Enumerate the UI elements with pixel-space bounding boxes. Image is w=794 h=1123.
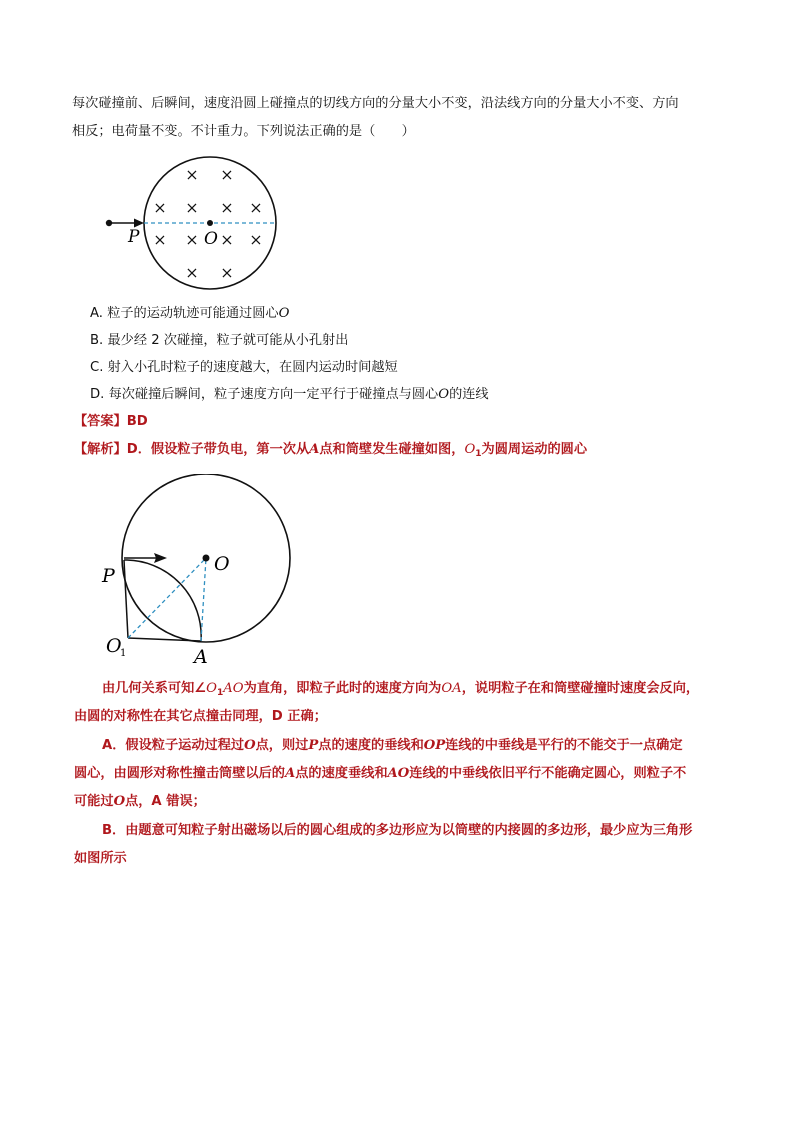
cross-mark: ×	[153, 230, 167, 249]
analysis-text: 点的速度的垂线和	[318, 738, 424, 753]
center-dot	[203, 555, 210, 562]
option-letter: A.	[90, 306, 103, 321]
cross-mark: ×	[185, 165, 199, 184]
option-text: 最少经 2 次碰撞，粒子就可能从小孔射出	[107, 333, 349, 348]
ao-symbol: AO	[223, 681, 244, 696]
option-tail: O	[278, 306, 290, 321]
p-symbol: P	[308, 738, 319, 753]
cross-mark: ×	[153, 198, 167, 217]
analysis-label: 【解析】	[74, 442, 127, 457]
o1-symbol: O	[206, 681, 217, 696]
analysis-text: 可能过	[74, 794, 114, 809]
analysis-text: 点和筒壁发生碰撞如图，	[319, 442, 465, 457]
figure-collision-geometry	[98, 474, 308, 674]
option-letter: D.	[90, 387, 105, 402]
option-b	[90, 333, 348, 349]
analysis-d-line2: 由圆的对称性在其它点撞击同理，D 正确；	[74, 709, 327, 724]
analysis-text: 点的速度垂线和	[295, 766, 388, 781]
cross-mark: ×	[220, 165, 234, 184]
cross-mark: ×	[249, 230, 263, 249]
option-text: 射入小孔时粒子的速度越大，在圆内运动时间越短	[107, 360, 398, 375]
analysis-a-line2	[74, 766, 686, 782]
analysis-text: 为圆周运动的圆心	[481, 442, 588, 457]
analysis-b-line1: B．由题意可知粒子射出磁场以后的圆心组成的多边形应为以筒壁的内接圆的多边形，最少应为三角形	[102, 823, 693, 838]
cross-mark: ×	[185, 198, 199, 217]
center-dot	[207, 220, 213, 226]
figure-magnetic-field-circle	[98, 150, 308, 300]
label-o: O	[204, 229, 218, 249]
cross-mark: ×	[220, 198, 234, 217]
o-symbol: O	[244, 738, 256, 753]
option-d	[90, 387, 489, 403]
o-symbol: O	[113, 794, 126, 809]
o1-symbol: O	[464, 442, 476, 457]
label-p: P	[128, 227, 140, 247]
analysis-text: 连线的中垂线依旧平行不能确定圆心，则粒子不	[409, 766, 687, 781]
label-o1: O	[106, 635, 122, 657]
analysis-d-line1	[102, 681, 699, 701]
analysis-text: 由几何关系可知∠	[102, 681, 207, 696]
answer-line	[74, 414, 148, 430]
dashed-o1-o	[128, 558, 206, 638]
cross-mark: ×	[220, 230, 234, 249]
answer-label: 【答案】	[74, 414, 127, 429]
analysis-a-line1	[102, 738, 683, 754]
option-a	[90, 306, 289, 322]
o1-subscript: 1	[216, 688, 224, 698]
label-p: P	[102, 565, 115, 587]
analysis-text: 圆心，由圆形对称性撞击筒壁以后的	[74, 766, 285, 781]
analysis-text: 点，A 错误；	[125, 794, 206, 809]
analysis-line1	[74, 442, 587, 462]
answer-value: BD	[126, 414, 148, 429]
option-tail: O	[438, 387, 450, 402]
analysis-text: 连线的中垂线是平行的不能交于一点确定	[445, 738, 683, 753]
label-o1-subscript: 1	[120, 648, 127, 659]
oa-symbol: OA	[441, 681, 462, 696]
label-o: O	[214, 553, 230, 575]
cross-mark: ×	[220, 263, 234, 282]
op-symbol: OP	[423, 738, 446, 753]
ao-symbol: AO	[387, 766, 410, 781]
analysis-a-line3	[74, 794, 206, 810]
analysis-text: A．假设粒子运动过程过	[102, 738, 245, 753]
trajectory-arc	[124, 560, 201, 641]
option-tail2: 的连线	[449, 387, 489, 402]
option-text: 每次碰撞后瞬间，粒子速度方向一定平行于碰撞点与圆心	[108, 387, 439, 402]
cross-mark: ×	[185, 263, 199, 282]
analysis-text: 为直角，即粒子此时的速度方向为	[243, 681, 442, 696]
option-text: 粒子的运动轨迹可能通过圆心	[107, 306, 279, 321]
option-c	[90, 360, 398, 376]
analysis-text: 点，则过	[255, 738, 309, 753]
analysis-text: ，说明粒子在和筒壁碰撞时速度会反向，	[461, 681, 700, 696]
option-letter: C.	[90, 360, 104, 375]
a-symbol: A	[285, 766, 296, 781]
label-a: A	[194, 646, 208, 668]
analysis-text: D．假设粒子带负电，第一次从	[126, 442, 310, 457]
o1-subscript: 1	[475, 449, 482, 459]
question-intro-line1: 每次碰撞前、后瞬间，速度沿圆上碰撞点的切线方向的分量大小不变，沿法线方向的分量大小不变、方向	[72, 96, 679, 111]
cross-mark: ×	[185, 230, 199, 249]
analysis-b-line2: 如图所示	[74, 851, 127, 866]
question-intro-line2: 相反；电荷量不变。不计重力。下列说法正确的是（ ）	[72, 124, 415, 139]
cross-mark: ×	[249, 198, 263, 217]
option-letter: B.	[90, 333, 104, 348]
point-a-symbol: A	[309, 442, 320, 457]
dashed-a-o	[201, 558, 206, 641]
radius-o1-p	[124, 560, 128, 638]
radius-o1-a	[128, 638, 201, 641]
